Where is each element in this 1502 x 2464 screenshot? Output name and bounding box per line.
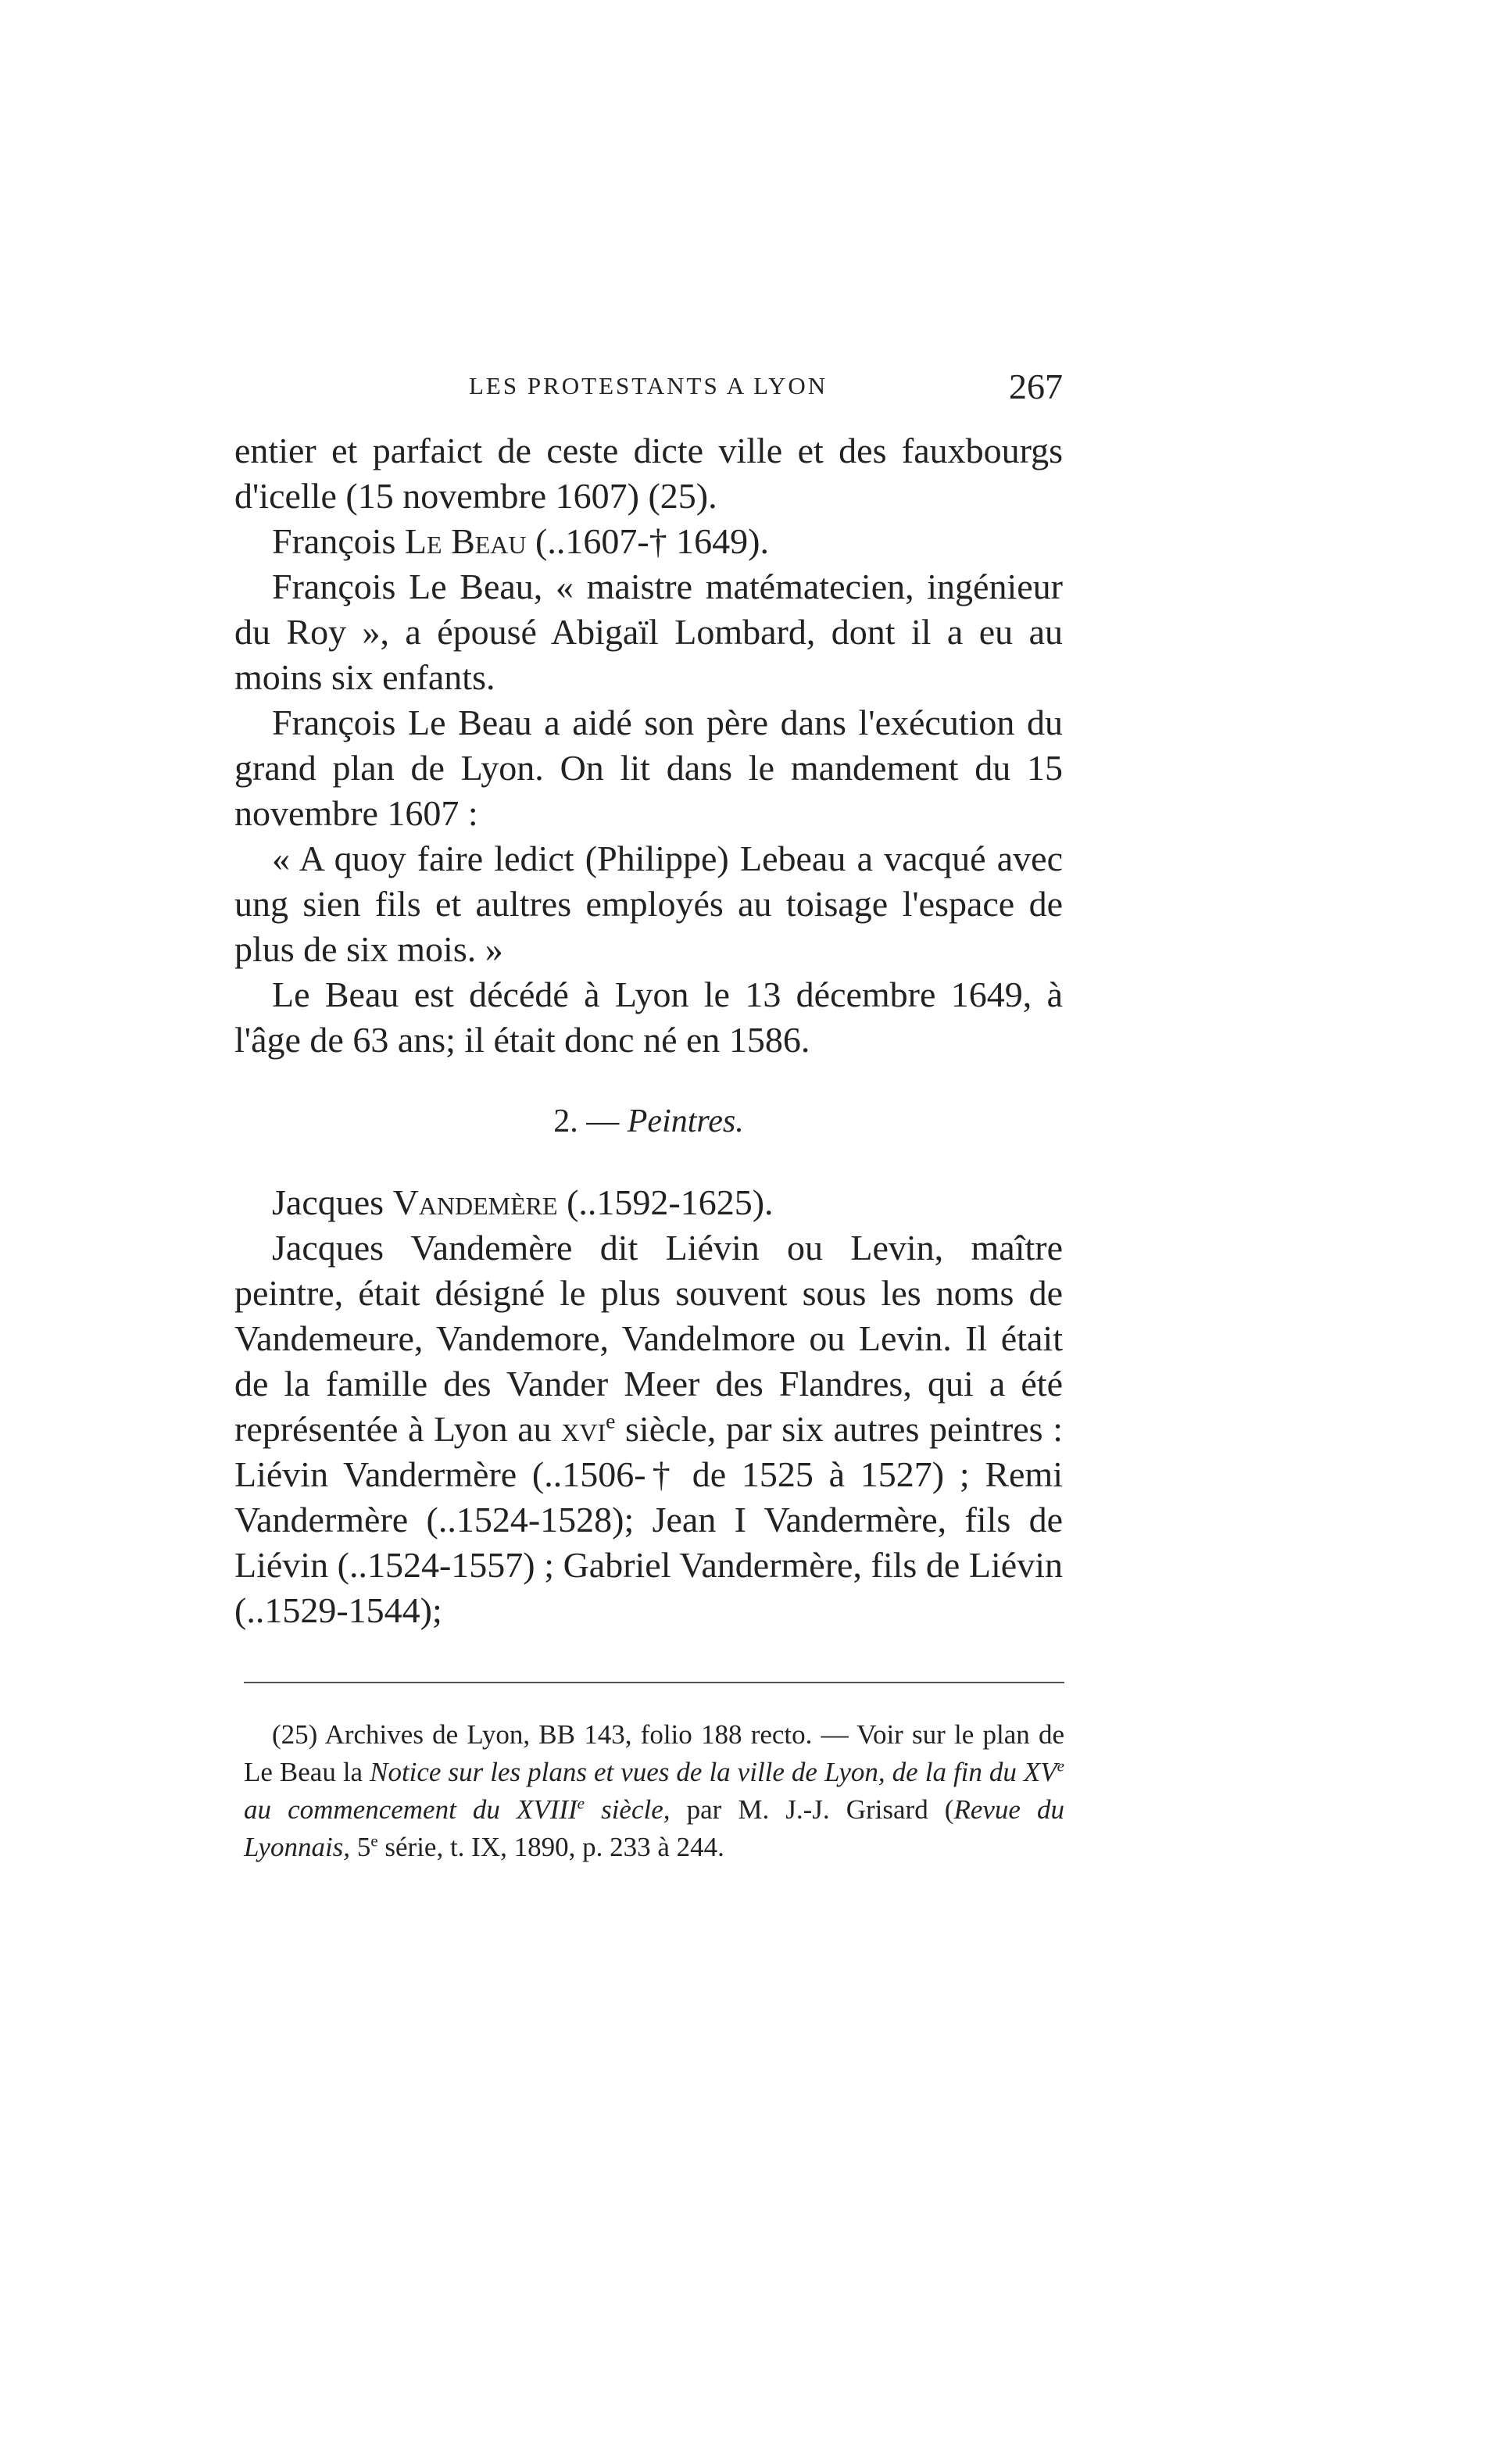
footnote-rule <box>244 1682 1064 1683</box>
footnote-title: au commencement du XVIII <box>244 1794 578 1825</box>
paragraph-le-beau-death: Le Beau est décédé à Lyon le 13 décembre 1649, à l'âge de 63 ans; il était donc né en 1586. <box>234 975 1063 1060</box>
entry-heading-le-beau <box>234 519 1063 564</box>
running-head <box>234 367 1063 414</box>
footnote-superscript: e <box>370 1831 378 1851</box>
body-text <box>234 428 1063 1633</box>
entry-surname: Le Beau <box>404 521 527 561</box>
footnote-superscript: e <box>577 1793 585 1813</box>
paragraph-text: Jacques Vandemère dit Liévin ou Levin, maître peintre, était désigné le plus souvent sous les noms de Vandemeure, Vandemore, Vandelmore ou Levin. Il était de la famille des Vander Meer des Flandres, qui a été représentée à Lyon au <box>234 1228 1063 1449</box>
entry-first-name: François <box>272 521 405 561</box>
paragraph-continuation: entier et parfaict de ceste dicte ville et des fauxbourgs d'icelle (15 novembre 1607) (25). <box>234 431 1063 516</box>
running-title: LES PROTESTANTS A LYON <box>469 372 828 399</box>
century-superscript: e <box>606 1408 616 1433</box>
footnote-title: siècle, <box>585 1794 671 1825</box>
paragraph-le-beau-plan: François Le Beau a aidé son père dans l'exécution du grand plan de Lyon. On lit dans le mandement du 15 novembre 1607 : <box>234 703 1063 833</box>
page-number: 267 <box>1009 367 1063 406</box>
footnote-25 <box>244 1716 1064 1866</box>
footnote-text: (25) Archives de Lyon, BB 143, folio 188 recto. — Voir sur le plan de Le Beau la <box>244 1719 1064 1787</box>
paragraph-text: siècle, par six autres peintres : Liévin Vandermère (..1506-† de 1525 à 1527) ; Remi Vandermère (..1524-1528); Jean I Vandermère, fils de Liévin (..1524-1557) ; Gabriel Vandermère, fils de Liévin (..1529-1544); <box>234 1409 1063 1630</box>
paragraph-le-beau-marriage: François Le Beau, « maistre matématecien, ingénieur du Roy », a épousé Abigaïl Lombard, dont il a eu au moins six enfants. <box>234 567 1063 697</box>
footnote-superscript: e <box>1057 1756 1064 1776</box>
section-heading <box>234 1099 1063 1144</box>
section-title: Peintres. <box>627 1103 744 1139</box>
footnote-journal: Revue du Lyonnais, <box>244 1794 1064 1862</box>
footnote-title: Notice sur les plans et vues de la ville de Lyon, de la fin du XV <box>370 1757 1057 1787</box>
century-numeral: xvi <box>561 1409 606 1449</box>
entry-first-name: Jacques <box>272 1182 393 1222</box>
section-number: 2. — <box>553 1103 628 1139</box>
footnote-text: 5 <box>350 1832 371 1862</box>
entry-surname: Vandemère <box>392 1182 558 1222</box>
paragraph-vandemere <box>234 1225 1063 1633</box>
footnote-text: série, t. IX, 1890, p. 233 à 244. <box>377 1832 724 1862</box>
entry-dates: (..1592-1625). <box>557 1182 774 1222</box>
footnote-text: par M. J.-J. Grisard ( <box>670 1794 954 1825</box>
paragraph-quotation: « A quoy faire ledict (Philippe) Lebeau a vacqué avec ung sien fils et aultres employés au toisage l'espace de plus de six mois. » <box>234 839 1063 969</box>
footnotes <box>244 1716 1064 1866</box>
entry-heading-vandemere <box>234 1180 1063 1225</box>
entry-dates: (..1607-† 1649). <box>526 521 769 561</box>
